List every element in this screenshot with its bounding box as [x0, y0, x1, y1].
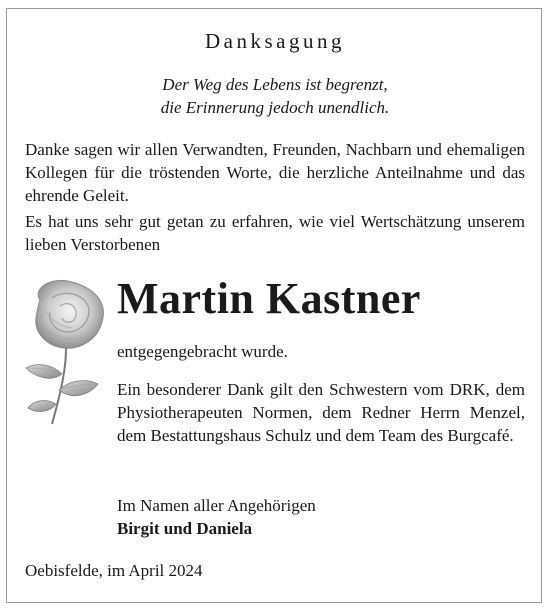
- signature-names: Birgit und Daniela: [117, 519, 253, 538]
- place-date: Oebisfelde, im April 2024: [25, 561, 203, 580]
- deceased-name: Martin Kastner: [117, 274, 421, 323]
- rose-illustration: [22, 278, 112, 428]
- motto-line-2: die Erinnerung jedoch unendlich.: [160, 98, 390, 117]
- signature-intro: Im Namen aller Angehörigen: [117, 496, 316, 515]
- special-thanks-paragraph: Ein besonderer Dank gilt den Schwestern vom DRK, dem Physiotherapeuten Normen, dem Redner Herrn Menzel, dem Bestattungshaus Schulz und dem Team des Burgcafé.: [117, 380, 525, 445]
- motto-quote: [0, 73, 550, 119]
- appreciation-paragraph: Es hat uns sehr gut getan zu erfahren, wie viel Wertschätzung unserem lieben Verstorbenen: [25, 212, 525, 254]
- continuation-text: entgegengebracht wurde.: [117, 342, 288, 361]
- motto-line-1: Der Weg des Lebens ist begrenzt,: [162, 75, 388, 94]
- thanks-paragraph: Danke sagen wir allen Verwandten, Freunden, Nachbarn und ehemaligen Kollegen für die tröstenden Worte, die herzliche Anteilnahme und das ehrende Geleit.: [25, 140, 525, 205]
- notice-heading: Danksagung: [205, 29, 345, 53]
